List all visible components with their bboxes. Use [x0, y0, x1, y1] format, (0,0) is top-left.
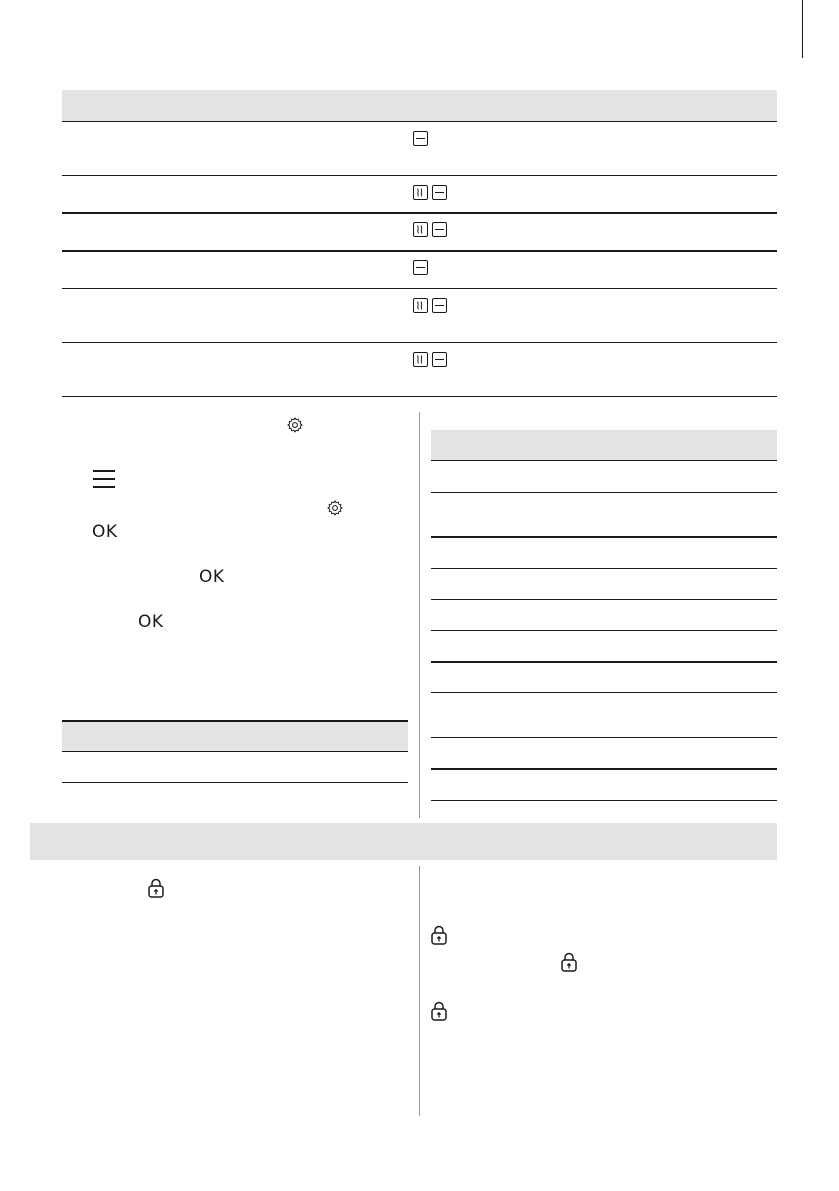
right-table-rule [431, 630, 777, 631]
steam-icon [413, 222, 428, 237]
right-table-rule [431, 492, 777, 493]
lock-icon [431, 1001, 447, 1026]
main-table-rule [62, 396, 777, 397]
main-table-row-3-symbol [413, 222, 447, 237]
column-divider [419, 412, 420, 818]
section-heading-bar [30, 823, 777, 860]
right-table-rule [431, 568, 777, 569]
menu-icon [92, 469, 116, 494]
steam-icon [413, 298, 428, 313]
heating-element-icon [413, 260, 428, 275]
main-table-row-1-symbol [413, 131, 428, 146]
lock-icon [561, 952, 577, 977]
gear-icon [326, 499, 344, 522]
main-table-rule [62, 175, 777, 176]
right-table-rule [431, 536, 777, 538]
page-edge-marker [0, 0, 839, 60]
right-table-rule [431, 692, 777, 693]
column-divider [419, 866, 420, 1116]
lock-icon [431, 925, 447, 950]
heating-element-icon [432, 298, 447, 313]
heating-element-icon [413, 131, 428, 146]
ok-button-symbol: OK [199, 567, 225, 587]
main-table-rule [62, 121, 777, 122]
main-table-row-6-symbol [413, 352, 447, 367]
main-table-rule [62, 288, 777, 289]
main-table-rule [62, 250, 777, 252]
steam-icon [413, 185, 428, 200]
small-table-rule [62, 782, 408, 783]
right-table-rule [431, 737, 777, 738]
lock-icon [148, 878, 164, 903]
heating-element-icon [432, 185, 447, 200]
right-table-rule [431, 800, 777, 801]
ok-button-symbol: OK [138, 612, 164, 632]
small-table-rule [62, 751, 408, 752]
gear-icon [286, 416, 304, 439]
right-table-rule [431, 460, 777, 461]
main-table-rule [62, 342, 777, 343]
main-table-rule [62, 212, 777, 214]
heating-element-icon [432, 222, 447, 237]
right-table-rule [431, 599, 777, 600]
main-table-row-4-symbol [413, 260, 428, 275]
main-table-row-2-symbol [413, 185, 447, 200]
right-table-header [431, 430, 777, 460]
heating-element-icon [432, 352, 447, 367]
main-table-header [62, 90, 777, 121]
right-table-rule [431, 768, 777, 770]
steam-icon [413, 352, 428, 367]
small-table-header [62, 722, 408, 751]
main-table-row-5-symbol [413, 298, 447, 313]
right-table-rule [431, 661, 777, 663]
ok-button-symbol: OK [92, 522, 118, 542]
